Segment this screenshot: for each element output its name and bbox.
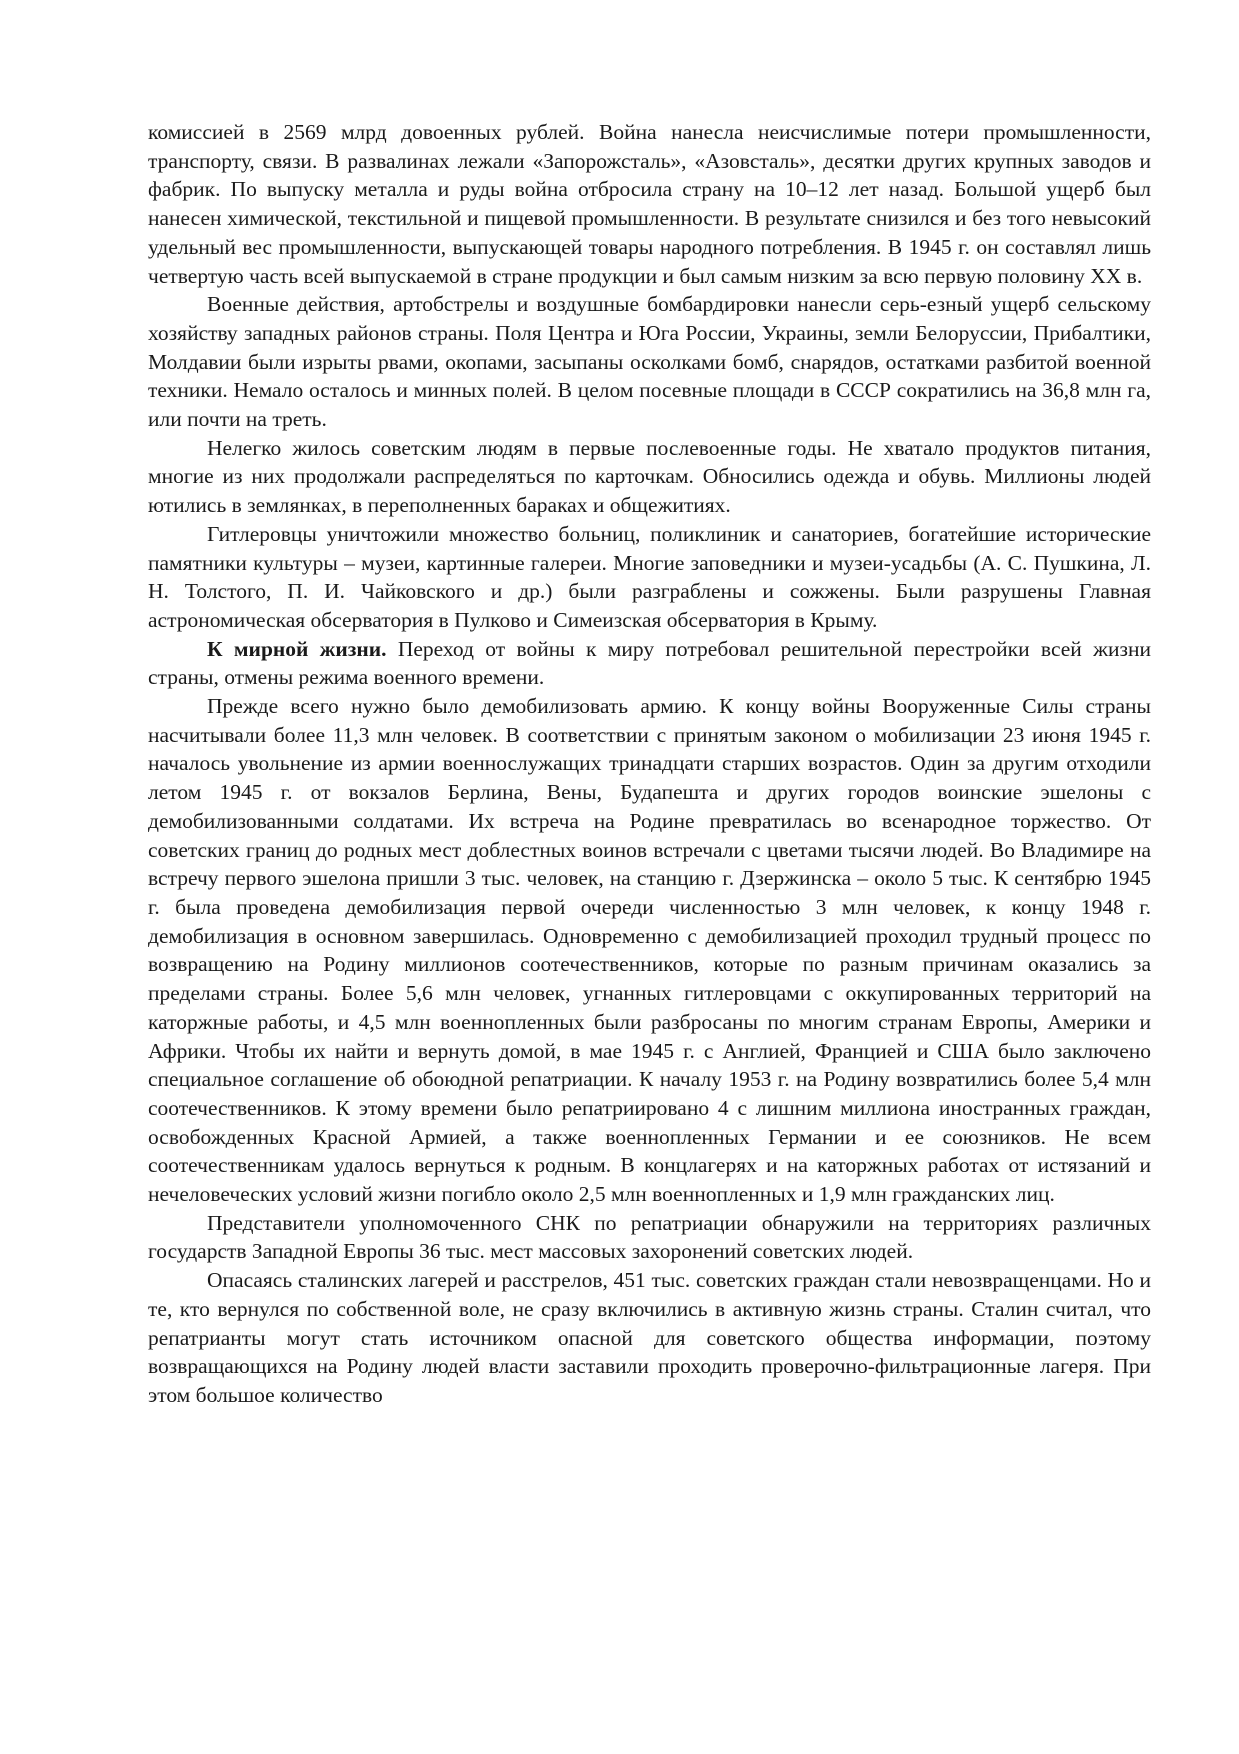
paragraph-mass-graves: Представители уполномоченного СНК по репатриации обнаружили на территориях различных государств Западной Европы 36 тыс. мест массовых захоронений советских людей. bbox=[148, 1210, 1151, 1264]
paragraph-demobilization: Прежде всего нужно было демобилизовать армию. К концу войны Вооруженные Силы страны насчитывали более 11,3 млн человек. В соответствии с принятым законом о мобилизации 23 июня 1945 г. началось увольнение из армии военнослужащих тринадцати старших возрастов. Один за другим отходили летом 1945 г. от вокзалов Берлина, Вены, Будапешта и других городов воинские эшелоны с демобилизованными солдатами. Их встреча на Родине превратилась во всенародное торжество. От советских границ до родных мест доблестных воинов встречали с цветами тысячи людей. Во Владимире на встречу первого эшелона пришли 3 тыс. человек, на станцию г. Дзержинска – около 5 тыс. К сентябрю 1945 г. была проведена демобилизация первой очереди численностью 3 млн человек, к концу 1948 г. демобилизация в основном завершилась. Одновременно с демобилизацией проходил трудный процесс по возвращению на Родину миллионов соотечественников, которые по разным причинам оказались за пределами страны. Более 5,6 млн человек, угнанных гитлеровцами с оккупированных территорий на каторжные работы, и 4,5 млн военнопленных были разбросаны по многим странам Европы, Америки и Африки. Чтобы их найти и вернуть домой, в мае 1945 г. с Англией, Францией и США было заключено специальное соглашение об обоюдной репатриации. К началу 1953 г. на Родину возвратились более 5,4 млн соотечественников. К этому времени было репатриировано 4 с лишним миллиона иностранных граждан, освобожденных Красной Армией, а также военнопленных Германии и ее союзников. Не всем соотечественникам удалось вернуться к родным. В концлагерях и на каторжных работах от истязаний и нечеловеческих условий жизни погибло около 2,5 млн военнопленных и 1,9 млн гражданских лиц. bbox=[148, 694, 1151, 1207]
paragraph-agriculture-losses: Военные действия, артобстрелы и воздушные бомбардировки нанесли серь-езный ущерб сельскому хозяйству западных районов страны. Поля Центра и Юга России, Украины, земли Белоруссии, Прибалтики, Молдавии были изрыты рвами, окопами, засыпаны осколками бомб, снарядов, остатками разбитой военной техники. Немало осталось и минных полей. В целом посевные площади в СССР сократились на 36,8 млн га, или почти на треть. bbox=[148, 292, 1151, 432]
paragraph-peaceful-life-text: Переход от войны к миру потребовал решительной перестройки всей жизни страны, отмены режима военного времени. bbox=[148, 636, 1151, 690]
document-page bbox=[148, 118, 1151, 1410]
paragraph-industry-losses: комиссией в 2569 млрд довоенных рублей. Война нанесла неисчислимые потери промышленности, транспорту, связи. В развалинах лежали «Запорожсталь», «Азовсталь», десятки других крупных заводов и фабрик. По выпуску металла и руды война отбросила страну на 10–12 лет назад. Большой ущерб был нанесен химической, текстильной и пищевой промышленности. В результате снизился и без того невысокий удельный вес промышленности, выпускающей товары народного потребления. В 1945 г. он составлял лишь четвертую часть всей выпускаемой в стране продукции и был самым низким за всю первую половину XX в. bbox=[148, 120, 1151, 288]
section-heading-peaceful-life: К мирной жизни. bbox=[207, 636, 387, 661]
paragraph-non-returnees: Опасаясь сталинских лагерей и расстрелов, 451 тыс. советских граждан стали невозвращенцами. Но и те, кто вернулся по собственной воле, не сразу включились в активную жизнь страны. Сталин считал, что репатрианты могут стать источником опасной для советского общества информации, поэтому возвращающихся на Родину людей власти заставили проходить проверочно-фильтрационные лагеря. При этом большое количество bbox=[148, 1268, 1151, 1407]
paragraph-living-conditions: Нелегко жилось советским людям в первые послевоенные годы. Не хватало продуктов питания, многие из них продолжали распределяться по карточкам. Обносились одежда и обувь. Миллионы людей ютились в землянках, в переполненных бараках и общежитиях. bbox=[148, 435, 1151, 518]
paragraph-cultural-losses: Гитлеровцы уничтожили множество больниц, поликлиник и санаториев, богатейшие исторические памятники культуры – музеи, картинные галереи. Многие заповедники и музеи-усадьбы (А. С. Пушкина, Л. Н. Толстого, П. И. Чайковского и др.) были разграблены и сожжены. Были разрушены Главная астрономическая обсерватория в Пулково и Симеизская обсерватория в Крыму. bbox=[148, 521, 1151, 632]
paragraph-peaceful-life bbox=[148, 635, 1151, 692]
